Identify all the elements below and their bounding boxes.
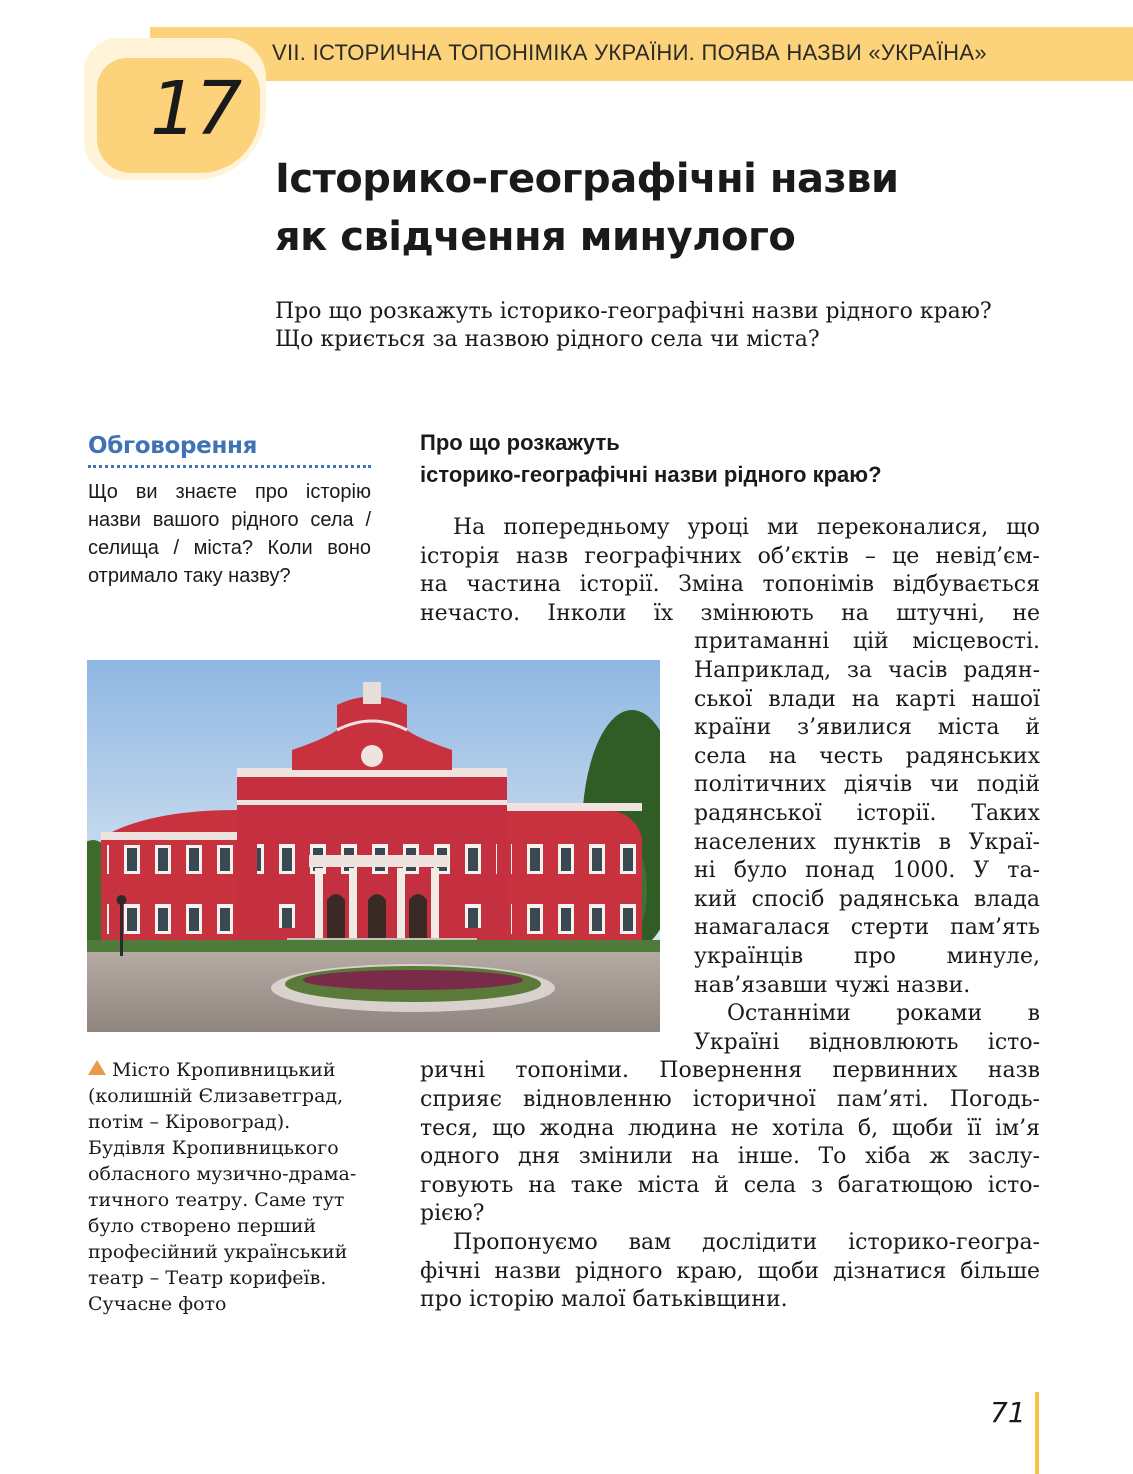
text-line: радянської історії. Таких — [694, 800, 1040, 826]
caption-line: Сучасне фото — [88, 1293, 227, 1315]
text-line: рією? — [420, 1201, 485, 1227]
text-line: політичних діячів чи подій — [694, 772, 1040, 798]
page-title-line: як свідчення минулого — [275, 214, 796, 260]
discussion-text: Що ви знаєте про історію назви вашого рідного села / селища / міста? Коли воно отримало таку назву? — [88, 481, 371, 587]
caption-line: театр – Театр корифеїв. — [88, 1267, 327, 1289]
article-subheading-line: Про що розкажуть — [420, 430, 620, 455]
photo-caption — [88, 1057, 378, 1317]
caption-line: тичного театру. Саме тут — [88, 1189, 345, 1211]
caption-line: професійний український — [88, 1241, 348, 1263]
text-line: історія назв географічних об’єктів – це невід’єм- — [420, 543, 1040, 569]
text-line: нечасто. Інколи їх змінюють на штучні, не — [420, 600, 1040, 626]
text-line: притаманні цій місцевості. — [694, 629, 1040, 655]
text-line: кий спосіб радянська влада — [694, 886, 1040, 912]
text-line: сприяє відновленню історичної пам’яті. Погодь- — [420, 1086, 1040, 1112]
paragraph-1 — [420, 514, 1040, 628]
article-subheading — [420, 427, 1040, 491]
text-line: Україні відновлюють істо- — [694, 1029, 1040, 1055]
text-line: Пропонуємо вам дослідити історико-геогра- — [453, 1230, 1040, 1255]
text-line: ської влади на карті нашої — [694, 686, 1040, 712]
article-subheading-line: історико-географічні назви рідного краю? — [420, 462, 882, 487]
paragraph-3 — [420, 1229, 1040, 1315]
lead-question: Що криється за назвою рідного села чи міста? — [275, 327, 820, 352]
paragraph-2 — [420, 1057, 1040, 1229]
lead-question: Про що розкажуть історико-географічні назви рідного краю? — [275, 299, 992, 324]
caption-line: Будівля Кропивницького — [88, 1137, 339, 1159]
text-line: населених пунктів в Украї- — [694, 829, 1040, 855]
caption-line: потім – Кіровоград). — [88, 1111, 291, 1133]
caption-triangle-icon — [88, 1060, 106, 1075]
text-line: говують на таке міста й села з багатющою істо- — [420, 1172, 1040, 1198]
page-title-line: Історико-географічні назви — [275, 156, 899, 202]
lesson-number: 17 — [150, 66, 241, 152]
caption-line: (колишній Єлизаветград, — [88, 1085, 344, 1107]
discussion-heading: Обговорення — [88, 433, 258, 459]
text-line: Наприклад, за часів радян- — [694, 657, 1040, 683]
page-title — [275, 150, 1035, 266]
theatre-photo — [87, 660, 660, 1032]
text-line: намагалася стерти пам’ять — [694, 915, 1040, 941]
text-line: нав’язавши чужі назви. — [694, 972, 971, 998]
section-title: VII. ІСТОРИЧНА ТОПОНІМІКА УКРАЇНИ. ПОЯВА НАЗВИ «УКРАЇНА» — [272, 40, 987, 65]
caption-line: обласного музично-драма- — [88, 1163, 357, 1185]
text-line: на частина історії. Зміна топонімів відбувається — [420, 572, 1040, 598]
text-line: українців про минуле, — [694, 943, 1040, 969]
text-line: Останніми роками в — [727, 1001, 1040, 1027]
text-line: фічні назви рідного краю, щоби дізнатися більше — [420, 1258, 1040, 1284]
page-number: 71 — [990, 1396, 1026, 1429]
text-line: ричні топоніми. Повернення первинних назв — [420, 1058, 1040, 1084]
text-line: про історію малої батьківщини. — [420, 1287, 788, 1313]
caption-line — [88, 1057, 378, 1083]
discussion-divider — [88, 465, 371, 468]
text-line: На попередньому уроці ми переконалися, що — [453, 515, 1040, 540]
paragraph-1-continued — [694, 628, 1040, 1057]
theatre-building-image — [87, 660, 660, 1032]
lead-questions — [275, 298, 1055, 354]
text-line: теся, що жодна людина не хотіла б, щоби її ім’я — [420, 1115, 1040, 1141]
caption-line-text: Місто Кропивницький — [112, 1059, 336, 1081]
text-line: країни з’явилися міста й — [694, 715, 1040, 741]
page-marker-bar — [1035, 1392, 1039, 1474]
text-line: села на честь радянських — [694, 743, 1040, 769]
text-line: одного дня змінили на інше. То хіба ж заслу- — [420, 1144, 1040, 1170]
caption-line: було створено перший — [88, 1215, 317, 1237]
text-line: ні було понад 1000. У та- — [694, 858, 1040, 884]
